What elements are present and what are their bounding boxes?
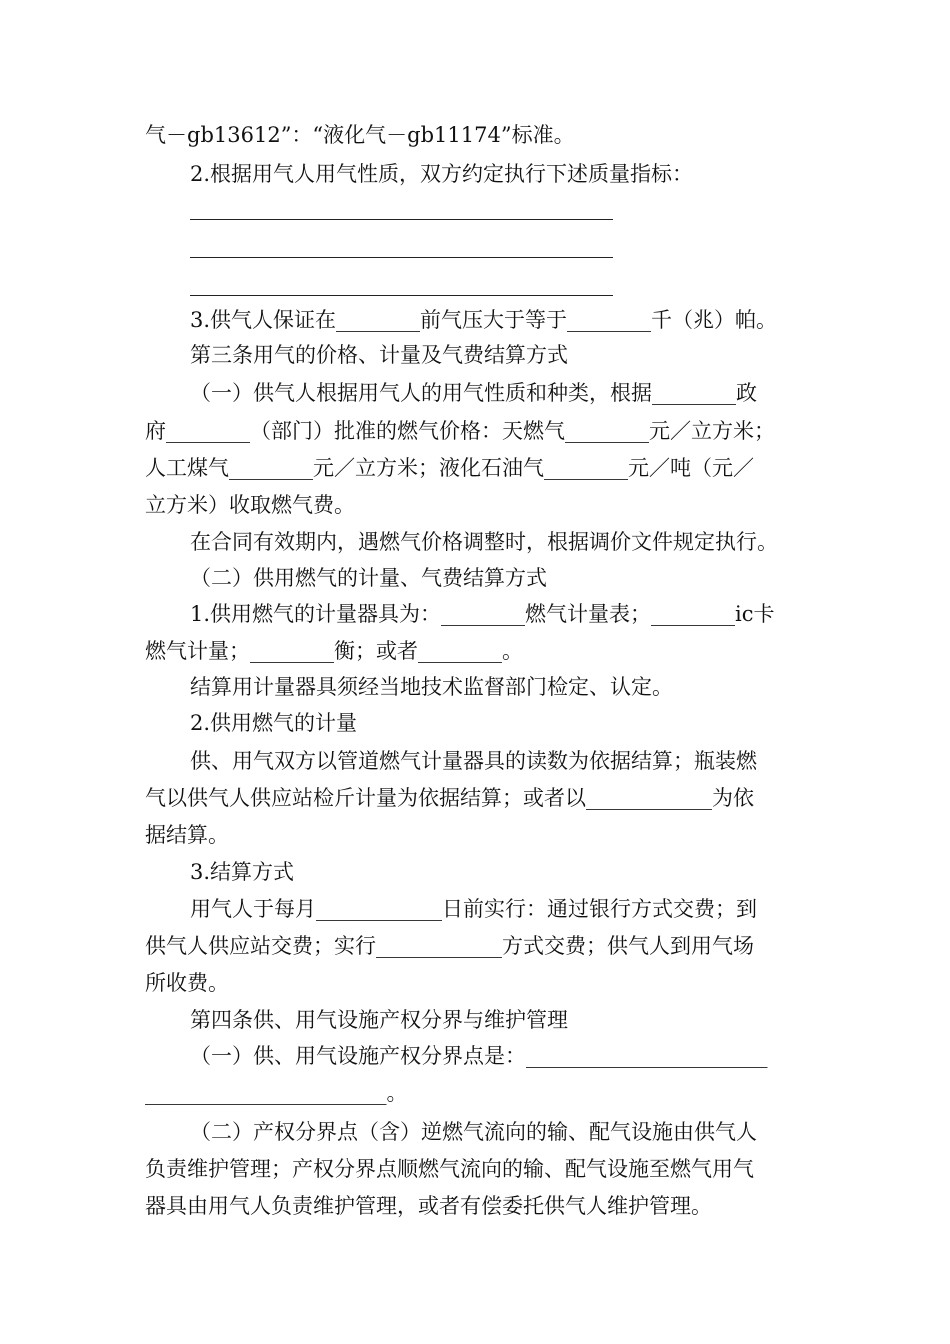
text-line: _______________________。 [145,1081,408,1105]
text-line: 结算用计量器具须经当地技术监督部门检定、认定。 [190,675,673,699]
text-line: 燃气计量；________衡；或者________。 [145,639,523,663]
text-line: 立方米）收取燃气费。 [145,493,355,517]
text-line: 人工煤气________元／立方米；液化石油气________元／吨（元／ [145,456,754,480]
section-heading: 第三条用气的价格、计量及气费结算方式 [190,343,568,367]
text-line: 3.供气人保证在________前气压大于等于________千（兆）帕。 [190,308,778,332]
text-line: 府________（部门）批准的燃气价格：天燃气________元／立方米； [145,419,775,443]
text-line: 在合同有效期内，遇燃气价格调整时，根据调价文件规定执行。 [190,530,778,554]
text-line: 1.供用燃气的计量器具为：________燃气计量表；________ic卡 [190,602,775,626]
text-line: 供、用气双方以管道燃气计量器具的读数为依据结算；瓶装燃 [190,749,757,773]
text-line: （一）供、用气设施产权分界点是：_______________________ [190,1044,768,1068]
text-line: 供气人供应站交费；实行____________方式交费；供气人到用气场 [145,934,754,958]
section-heading: 第四条供、用气设施产权分界与维护管理 [190,1008,568,1032]
text-line: （一）供气人根据用气人的用气性质和种类，根据________政 [190,381,757,405]
text-line: 气－gb13612”：“液化气－gb11174”标准。 [145,123,575,147]
text-line: 3.结算方式 [190,860,295,884]
text-line: （二）产权分界点（含）逆燃气流向的输、配气设施由供气人 [190,1120,757,1144]
text-line: 气以供气人供应站检斤计量为依据结算；或者以____________为依 [145,786,754,810]
text-line: 2.根据用气人用气性质，双方约定执行下述质量指标： [190,162,694,186]
text-line: 所收费。 [145,971,229,995]
text-line: 负责维护管理；产权分界点顺燃气流向的输、配气设施至燃气用气 [145,1157,754,1181]
text-line: 用气人于每月____________日前实行：通过银行方式交费；到 [190,897,757,921]
text-line: 2.供用燃气的计量 [190,711,358,735]
blank-fill-line [190,219,613,220]
blank-fill-line [190,295,613,296]
text-line: 据结算。 [145,823,229,847]
subsection-heading: （二）供用燃气的计量、气费结算方式 [190,566,547,590]
blank-fill-line [190,257,613,258]
text-line: 器具由用气人负责维护管理，或者有偿委托供气人维护管理。 [145,1194,712,1218]
